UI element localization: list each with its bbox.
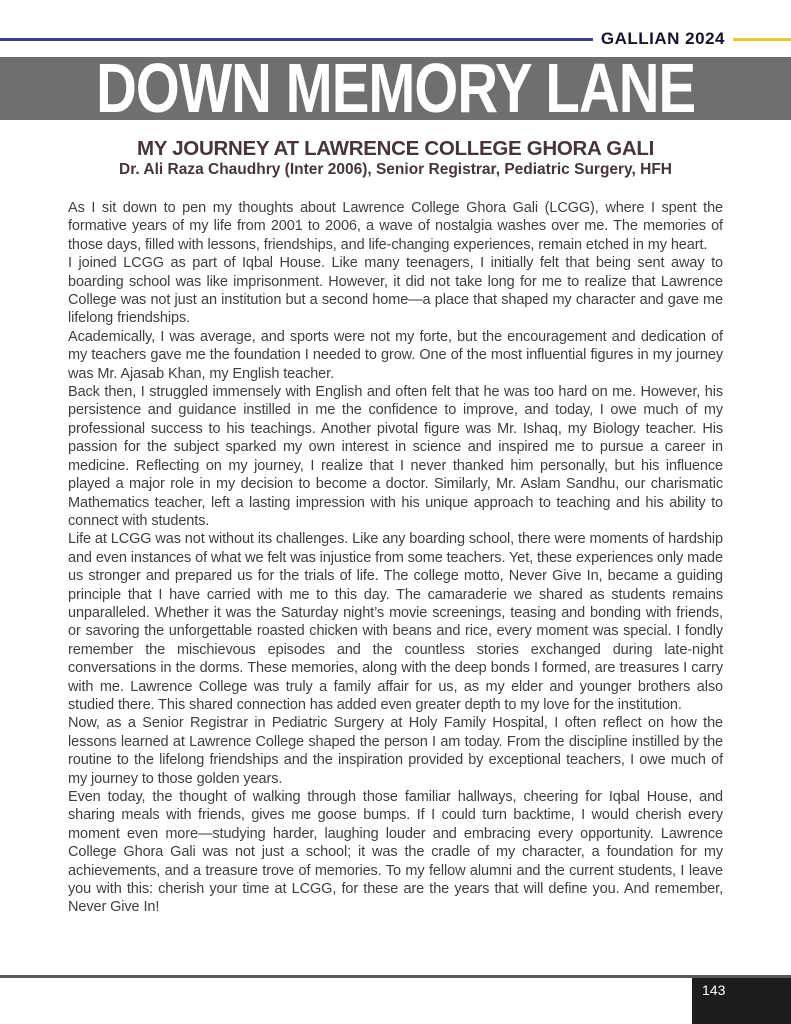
article-paragraph: As I sit down to pen my thoughts about Lawrence College Ghora Gali (LCGG), where I spent the formative years of my life from 2001 to 2006, a wave of nostalgia washes over me. The memories of those days, filled with lessons, friendships, and life-changing experiences, remain etched in my heart. [68, 200, 723, 253]
section-title: DOWN MEMORY LANE [95, 49, 696, 127]
section-banner [0, 49, 791, 127]
article-paragraph: Academically, I was average, and sports were not my forte, but the encouragement and dedication of my teachers gave me the foundation I needed to grow. One of the most influential figures in my journey was Mr. Ajasab Khan, my English teacher. [68, 328, 723, 382]
edition-label: GALLIAN 2024 [600, 29, 725, 48]
header-rule-right [733, 38, 791, 41]
footer-rule [0, 975, 791, 978]
article-paragraph: Now, as a Senior Registrar in Pediatric Surgery at Holy Family Hospital, I often reflect on how the lessons learned at Lawrence College shaped the person I am today. From the discipline instilled by the routine to the lifelong friendships and the inspiration provided by exceptional teachers, I owe much of my journey to those golden years. [68, 715, 723, 787]
page-number-box [692, 978, 791, 1024]
article-paragraph: Even today, the thought of walking through those familiar hallways, cheering for Iqbal House, and sharing meals with friends, gives me goose bumps. If I could turn backtime, I would cherish every moment even more—studying harder, laughing louder and embracing every opportunity. Lawrence College Ghora Gali was not just a school; it was the cradle of my character, a foundation for my achievements, and a treasure trove of memories. To my fellow alumni and the current students, I leave you with this: cherish your time at LCGG, for these are the years that will define you. And remember, Never Give In! [68, 789, 723, 916]
article-title: MY JOURNEY AT LAWRENCE COLLEGE GHORA GALI [137, 137, 654, 160]
article-paragraph: Life at LCGG was not without its challenges. Like any boarding school, there were moments of hardship and even instances of what we felt was injustice from some teachers. Yet, these experiences only made us stronger and prepared us for the trials of life. The college motto, Never Give In, became a guiding principle that I have carried with me to this day. The camaraderie we shared as students remains unparalleled. Whether it was the Saturday night’s movie screenings, teasing and bonding with friends, or savoring the unforgettable roasted chicken with beans and rice, every moment was special. I fondly remember the mischievous episodes and the countless stories exchanged during late-night conversations in the dorms. These memories, along with the deep bonds I formed, are treasures I carry with me. Lawrence College was truly a family affair for us, as my elder and younger brothers also studied there. This shared connection has added even greater depth to my love for the institution. [68, 531, 723, 713]
page-header [0, 28, 791, 50]
article-byline: Dr. Ali Raza Chaudhry (Inter 2006), Senior Registrar, Pediatric Surgery, HFH [119, 161, 672, 178]
page-number: 143 [702, 982, 726, 998]
article-paragraph: Back then, I struggled immensely with English and often felt that he was too hard on me. However, his persistence and guidance instilled in me the confidence to improve, and today, I owe much of my professional success to his teachings. Another pivotal figure was Mr. Ishaq, my Biology teacher. His passion for the subject sparked my own interest in science and inspired me to pursue a career in medicine. Reflecting on my journey, I realize that I never thanked him personally, but his influence played a major role in my decision to become a doctor. Similarly, Mr. Aslam Sandhu, our charismatic Mathematics teacher, left a lasting impression with his unique approach to teaching and his ability to connect with students. [68, 384, 723, 529]
header-rule-left [0, 38, 593, 41]
article-body [68, 199, 723, 917]
article-paragraph: I joined LCGG as part of Iqbal House. Like many teenagers, I initially felt that being sent away to boarding school was like imprisonment. However, it did not take long for me to realize that Lawrence College was not just an institution but a second home—a place that shaped my character and gave me lifelong friendships. [68, 255, 723, 327]
